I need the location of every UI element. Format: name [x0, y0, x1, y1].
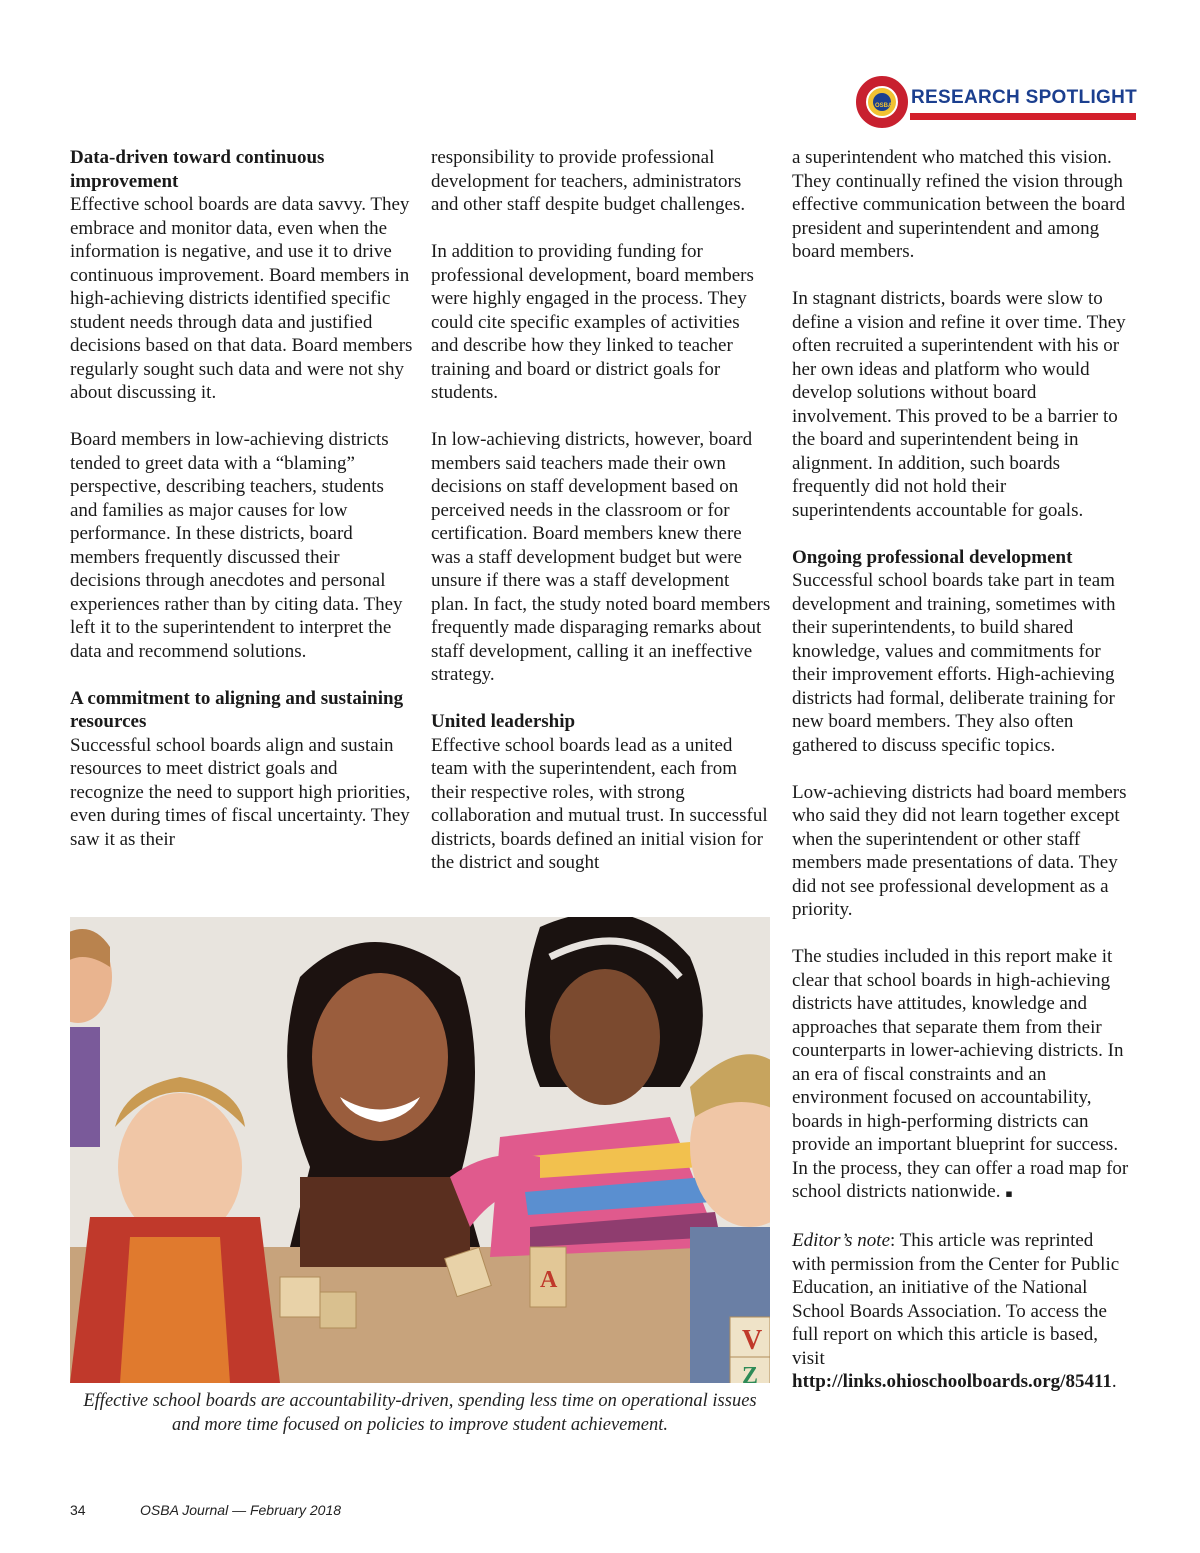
paragraph: Effective school boards lead as a united team with the superintendent, each from their respective roles, with strong collaboration and mutual trust. In successful districts, boards defined an initial vision for the district and sought — [431, 734, 768, 873]
paragraph: Successful school boards align and sustain resources to meet district goals and recognize the need to support high priorities, even during times of fiscal uncertainty. They saw it as their — [70, 734, 411, 850]
paragraph: Board members in low-achieving districts tended to greet data with a “blaming” perspective, describing teachers, students and families as major causes for low performance. In these districts, board members frequently discussed their decisions through anecdotes and personal experiences rather than by citing data. They left it to the superintendent to interpret the data and recommend solutions. — [70, 429, 403, 662]
block-letter: A — [540, 1267, 558, 1293]
paragraph: In low-achieving districts, however, board members said teachers made their own decisions on staff development based on perceived needs in the classroom or for certification. Board members knew there was a staff development budget but were unsure if there was a staff development plan. In fact, the study noted board members frequently made disparaging remarks about staff development, calling it an ineffective strategy. — [431, 429, 771, 685]
page-number: 34 — [70, 1502, 86, 1518]
article-column-3 — [792, 146, 1130, 1417]
subheading: Ongoing professional development — [792, 546, 1073, 568]
report-link[interactable]: http://links.ohioschoolboards.org/85411 — [792, 1371, 1112, 1392]
paragraph-text: The studies included in this report make it clear that school boards in high-achieving districts have attitudes, knowledge and approaches that separate them from their counterparts in lower-achieving districts. In an era of fiscal constraints and an environment focused on accountability, boards in high-performing districts can provide an important blueprint for success. In the process, they can offer a road map for school districts nationwide. — [792, 946, 1129, 1202]
page-footer — [70, 1502, 342, 1518]
block-letter: Z — [742, 1363, 759, 1383]
paragraph: Effective school boards are data savvy. They embrace and monitor data, even when the information is negative, and use it to drive continuous improvement. Board members in high-achieving districts identified specific student needs through data and justified decisions based on that data. Board members regularly sought such data and were not shy about discussing it. — [70, 194, 413, 403]
block-letter: V — [742, 1325, 763, 1356]
editors-note-label: Editor’s note — [792, 1230, 890, 1251]
section-underline — [910, 113, 1136, 120]
editors-note — [792, 1229, 1130, 1394]
paragraph: a superintendent who matched this vision. They continually refined the vision through effective communication between the board president and superintendent and among board members. — [792, 147, 1126, 262]
subheading: A commitment to aligning and sustaining resources — [70, 687, 404, 732]
journal-issue: OSBA Journal — February 2018 — [140, 1502, 342, 1518]
paragraph — [792, 945, 1130, 1206]
paragraph: Successful school boards take part in team development and training, sometimes with their superintendents, to build shared knowledge, values and commitments for their improvement efforts. High-achieving districts had formal, deliberate training for new board members. They also often gathered to discuss specific topics. — [792, 570, 1116, 756]
editors-note-text: : This article was reprinted with permission from the Center for Public Education, an initiative of the National School Boards Association. To access the full report on which this article is based, visit — [792, 1230, 1120, 1369]
paragraph: Low-achieving districts had board members who said they did not learn together except when the superintendent or other staff members made presentations of data. They did not see professional development as a priority. — [792, 781, 1127, 920]
osba-seal-logo — [856, 76, 908, 128]
section-label: RESEARCH SPOTLIGHT — [911, 87, 1138, 108]
editors-note-end: . — [1111, 1371, 1117, 1392]
research-spotlight-header — [856, 76, 1136, 132]
paragraph: responsibility to provide professional development for teachers, administrators and other staff despite budget challenges. — [431, 147, 746, 215]
classroom-photo-illustration — [70, 917, 770, 1383]
classroom-photo — [70, 917, 770, 1383]
seal-abbrev: OSBA — [875, 103, 893, 109]
photo-caption: Effective school boards are accountability-driven, spending less time on operational issues and more time focused on policies to improve student achievement. — [83, 1391, 757, 1435]
article-column-1 — [70, 146, 415, 875]
paragraph: In addition to providing funding for professional development, board members were highly engaged in the process. They could cite specific examples of activities and describe how they linked to teacher training and board or district goals for students. — [431, 241, 754, 403]
paragraph: In stagnant districts, boards were slow to define a vision and refine it over time. They often recruited a superintendent with his or her own ideas and platform who would develop solutions without board involvement. This proved to be a barrier to the board and superintendent being in alignment. In addition, such boards frequently did not hold their superintendents accountable for goals. — [792, 288, 1126, 521]
article-column-2 — [431, 146, 771, 898]
end-of-article-mark: ▪ — [1005, 1187, 1013, 1200]
subheading: Data-driven toward continuous improvement — [70, 147, 325, 192]
subheading: United leadership — [431, 711, 576, 732]
